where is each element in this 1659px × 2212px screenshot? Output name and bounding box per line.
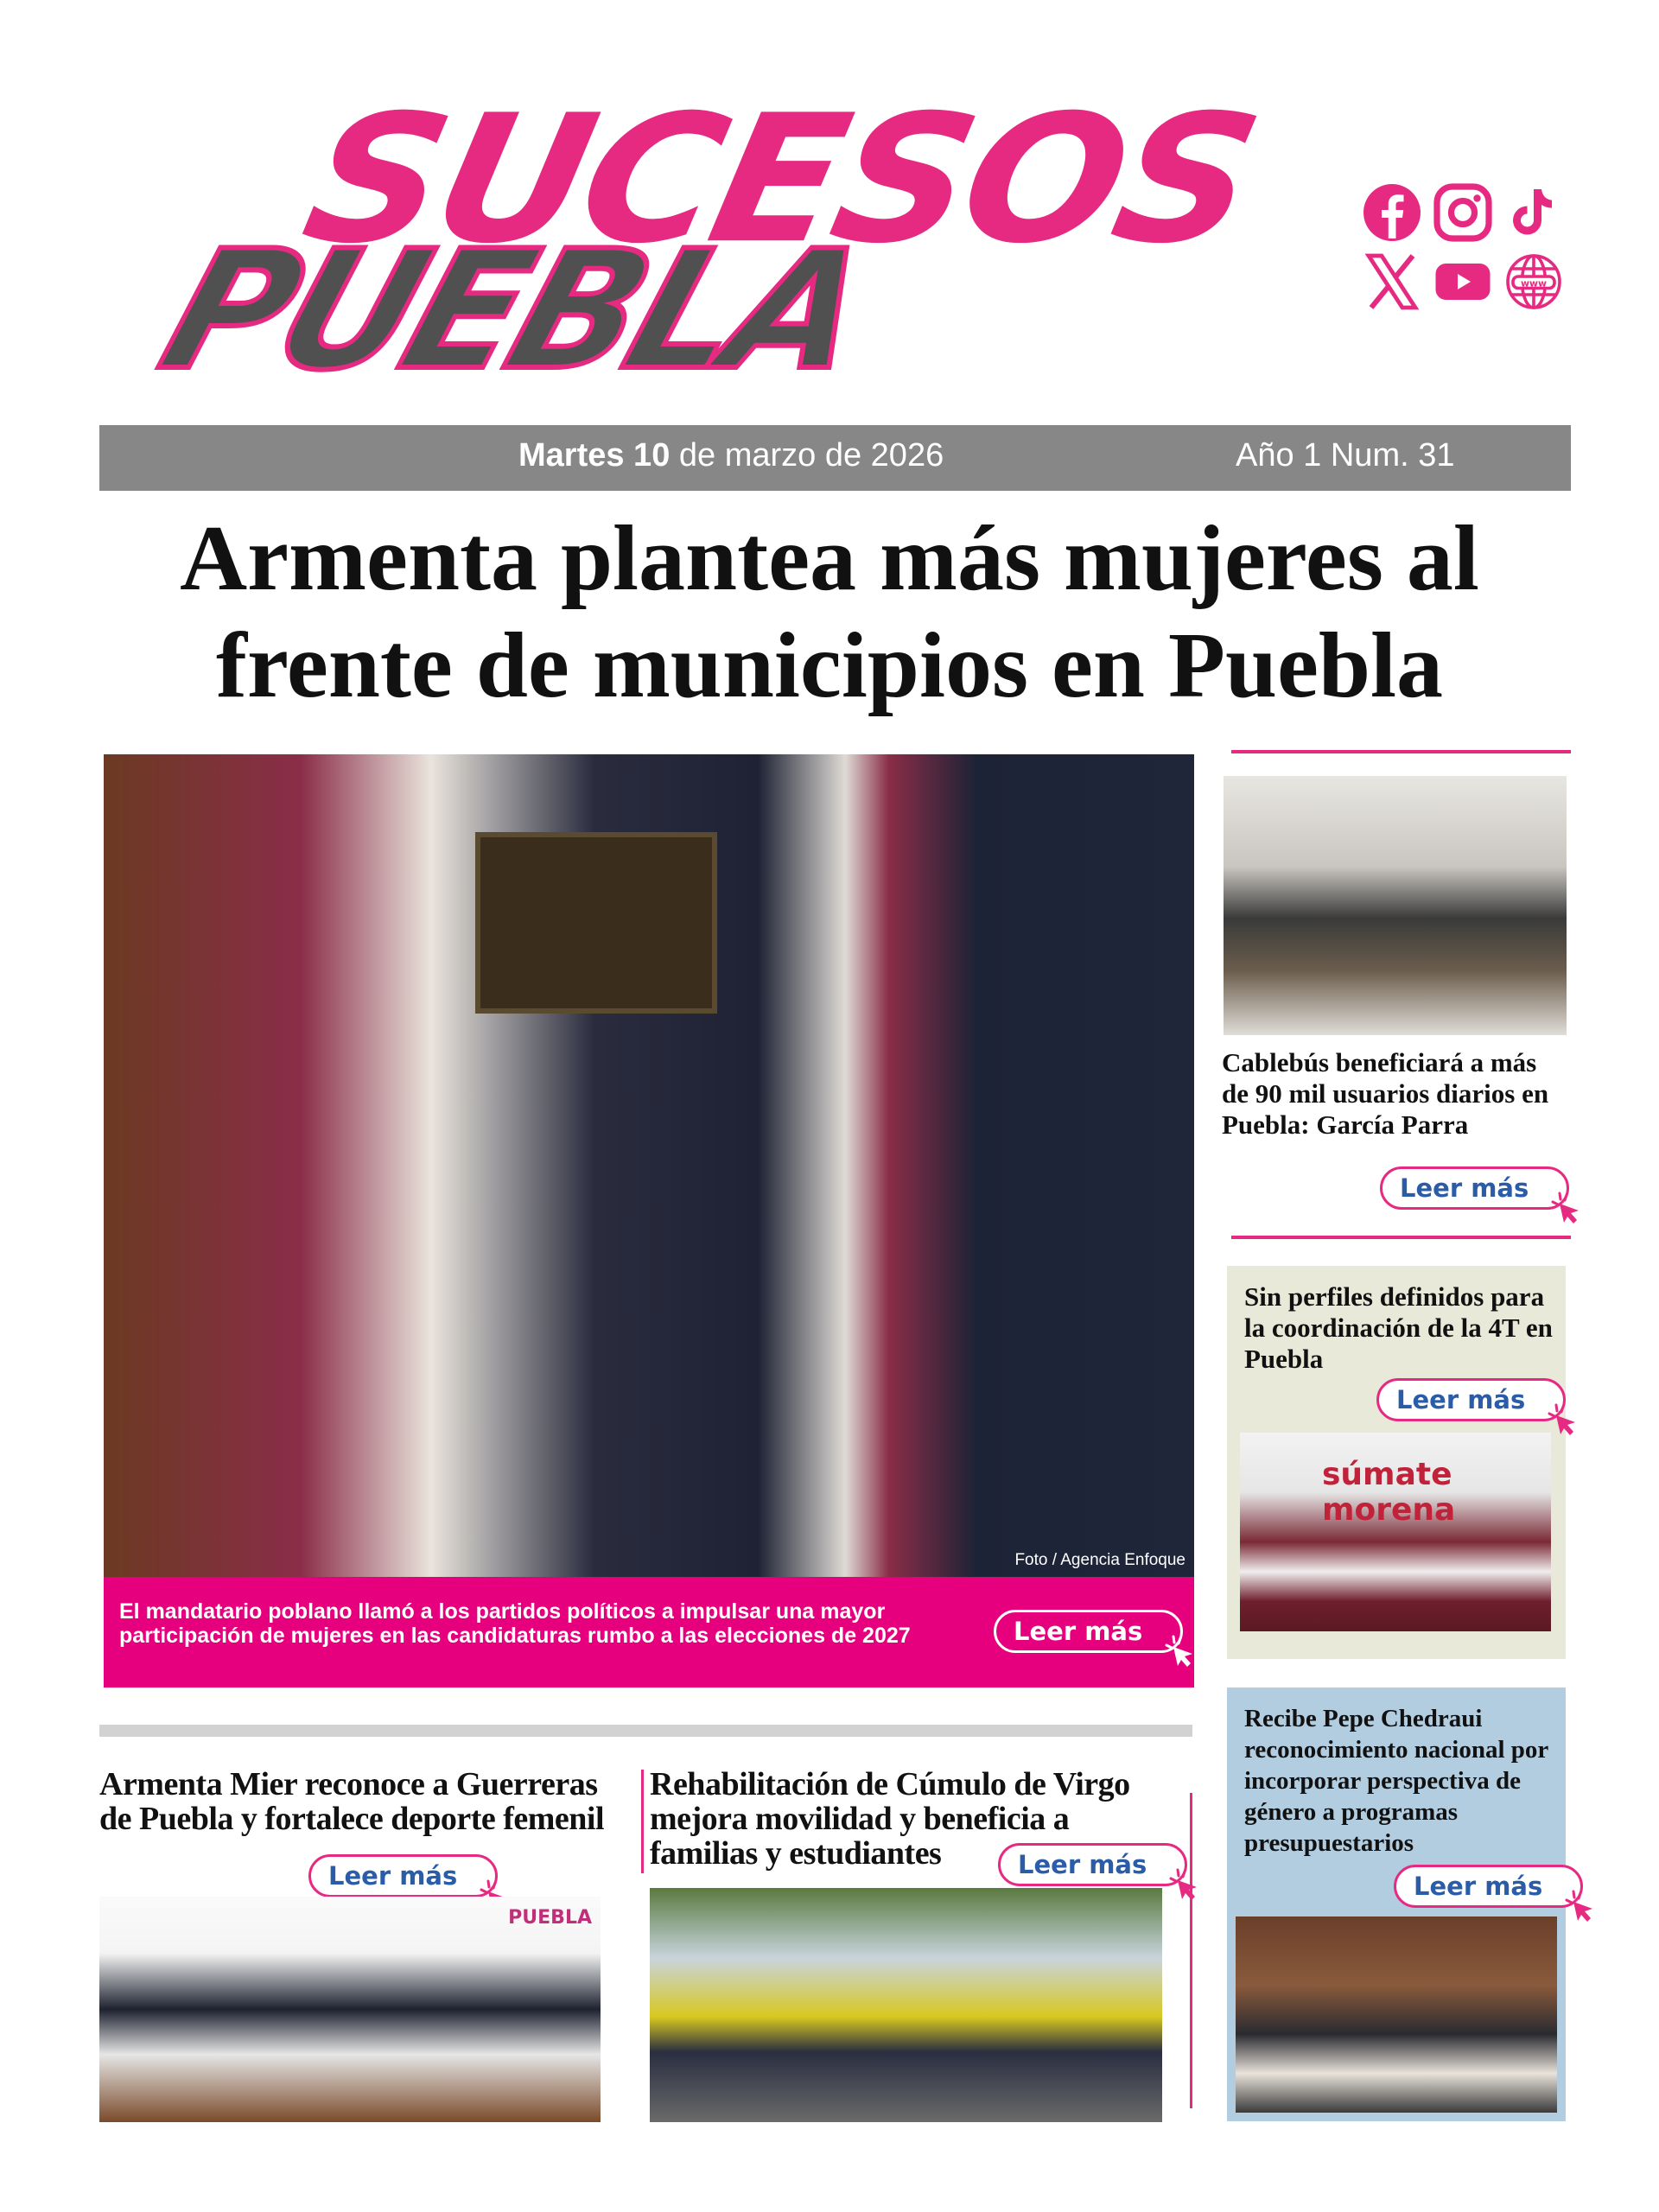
read-more-label: Leer más — [1018, 1850, 1147, 1879]
side-story-1-read-more[interactable] — [1380, 1166, 1569, 1210]
main-headline[interactable] — [52, 505, 1607, 720]
read-more-label: Leer más — [328, 1861, 458, 1891]
date-rest: de marzo de 2026 — [670, 437, 944, 474]
date-weekday: Martes 10 — [518, 437, 671, 474]
section-divider — [99, 1725, 1192, 1737]
headline-line-1: Armenta plantea más mujeres al — [180, 507, 1479, 610]
read-more-label: Leer más — [1014, 1617, 1143, 1646]
cablebus-photo[interactable] — [1224, 776, 1567, 1035]
bottom-story-2-read-more[interactable] — [998, 1843, 1187, 1886]
side-story-2-read-more[interactable] — [1376, 1378, 1566, 1421]
read-more-label: Leer más — [1396, 1385, 1526, 1414]
lead-summary: El mandatario poblano llamó a los partidos políticos a impulsar una mayor participación de mujeres en las candidaturas rumbo a las elecciones de 2027 — [119, 1599, 911, 1648]
guerreras-photo[interactable] — [99, 1897, 601, 2122]
chedraui-photo[interactable] — [1236, 1916, 1557, 2113]
bottom-story-2-title[interactable]: Rehabilitación de Cúmulo de Virgo mejora movilidad y beneficia a familias y estudiantes — [650, 1766, 1130, 1872]
cumulo-virgo-photo[interactable] — [650, 1888, 1162, 2122]
bottom-story-1-read-more[interactable] — [308, 1854, 498, 1897]
divider — [1231, 750, 1571, 753]
issue-number: Año 1 Num. 31 — [1236, 437, 1455, 474]
cursor-icon — [1166, 1868, 1200, 1903]
bottom-story-1-title[interactable]: Armenta Mier reconoce a Guerreras de Puebla y fortalece deporte femenil — [99, 1766, 605, 1837]
photo-credit: Foto / Agencia Enfoque — [1014, 1551, 1185, 1569]
cursor-icon — [1561, 1890, 1596, 1924]
lead-photo[interactable] — [104, 754, 1194, 1577]
side-story-2-box — [1227, 1266, 1566, 1659]
youtube-icon[interactable] — [1432, 251, 1494, 313]
read-more-label: Leer más — [1414, 1872, 1543, 1901]
cursor-icon — [1548, 1192, 1582, 1226]
facebook-icon[interactable] — [1361, 181, 1423, 244]
tiktok-icon[interactable] — [1503, 181, 1565, 244]
lead-caption — [104, 1577, 1194, 1688]
logo-puebla: PUEBLA — [142, 215, 886, 406]
date-bar — [99, 425, 1571, 491]
plaque — [475, 832, 717, 1014]
photo-banner: súmate morena — [1322, 1457, 1456, 1528]
instagram-icon[interactable] — [1432, 181, 1494, 244]
read-more-label: Leer más — [1400, 1173, 1529, 1203]
side-story-2-title[interactable]: Sin perfiles definidos para la coordinación de la 4T en Puebla — [1244, 1281, 1553, 1374]
divider — [1190, 1793, 1192, 2108]
svg-text:www: www — [1521, 277, 1547, 289]
cursor-icon — [1161, 1635, 1196, 1669]
website-globe-icon[interactable] — [1503, 251, 1565, 313]
headline-line-2: frente de municipios en Puebla — [215, 614, 1444, 717]
divider — [641, 1770, 644, 1873]
divider — [1231, 1236, 1571, 1239]
lead-read-more-button[interactable] — [994, 1610, 1183, 1653]
photo-logo: PUEBLA — [508, 1907, 592, 1929]
morena-photo[interactable] — [1240, 1433, 1551, 1631]
logo-sucesos: SUCESOS — [289, 76, 1270, 283]
side-story-3-box — [1227, 1688, 1566, 2121]
issue-date — [518, 437, 944, 474]
x-icon[interactable] — [1361, 251, 1423, 313]
social-links — [1361, 181, 1573, 313]
side-story-1-title[interactable]: Cablebús beneficiará a más de 90 mil usuarios diarios en Puebla: García Parra — [1222, 1047, 1549, 1140]
side-story-3-read-more[interactable] — [1394, 1865, 1583, 1908]
side-story-3-title[interactable]: Recibe Pepe Chedraui reconocimiento nacional por incorporar perspectiva de género a programas presupuestarios — [1244, 1705, 1548, 1857]
